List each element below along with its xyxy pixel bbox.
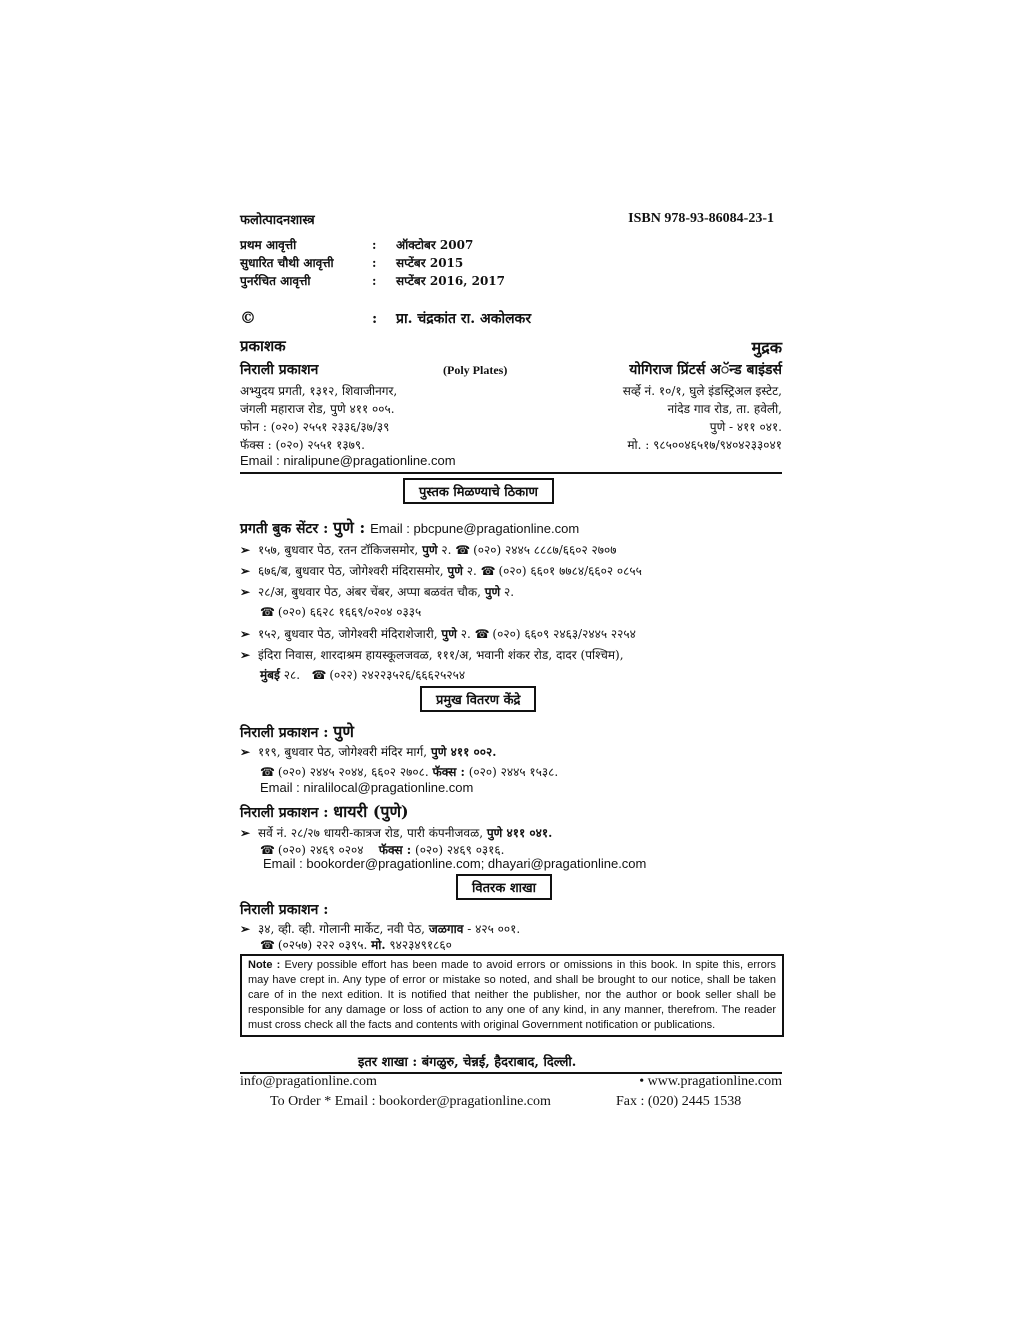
phone-icon: ☎	[480, 564, 496, 578]
phone: (०२०) ६६०१ ७७८४/६६०२ ०८५५	[498, 564, 642, 578]
phone-icon: ☎	[260, 605, 275, 619]
phone: (०२०) २४४५ ८८८७/६६०२ २७०७	[473, 543, 617, 557]
publisher-address-1: अभ्युदय प्रगती, १३१२, शिवाजीनगर,	[240, 384, 398, 398]
section-main-distribution: प्रमुख वितरण केंद्रे	[420, 686, 536, 712]
list-item-phone	[260, 936, 452, 953]
edition-sep: :	[372, 256, 377, 270]
pin: २.	[460, 627, 471, 641]
nirali-city: धायरी (पुणे)	[333, 802, 409, 821]
nirali-pune-email: Email : niralilocal@pragationline.com	[260, 780, 474, 795]
address: सर्वे नं. २८/२७ धायरी-कात्रज रोड, पारी कंपनीजवळ,	[258, 826, 484, 840]
phone-icon: ☎	[455, 543, 471, 557]
edition-label: सुधारित चौथी आवृत्ती	[240, 256, 334, 270]
list-item	[240, 541, 617, 558]
nirali-pune-heading	[240, 720, 354, 742]
publisher-phone: फोन : (०२०) २५५१ २३३६/३७/३९	[240, 420, 390, 434]
phone: (०२०) २४६९ ०२०४	[277, 843, 364, 857]
edition-label: पुनर्रचित आवृत्ती	[240, 274, 311, 288]
copyright-sep: :	[372, 311, 378, 327]
publisher-email: Email : niralipune@pragationline.com	[240, 453, 456, 468]
nirali-label: निराली प्रकाशन :	[240, 725, 329, 741]
phone-icon: ☎	[474, 627, 490, 641]
address: १५७, बुधवार पेठ, रतन टॉकिजसमोर,	[258, 543, 419, 557]
fax: (०२०) २४४५ १५३८.	[468, 765, 559, 779]
edition-value: सप्टेंबर 2015	[396, 256, 464, 270]
list-item	[240, 743, 496, 760]
list-item-phone	[260, 763, 558, 780]
pragati-heading	[240, 516, 579, 538]
phone-icon: ☎	[260, 938, 275, 952]
edition-restructured	[240, 272, 505, 289]
section-distributor-branch: वितरक शाखा	[456, 874, 552, 900]
arrow-icon: ➢	[240, 745, 251, 759]
footer-website: • www.pragationline.com	[639, 1074, 782, 1089]
pragati-email: Email : pbcpune@pragationline.com	[370, 521, 580, 536]
arrow-icon: ➢	[240, 627, 251, 641]
arrow-icon: ➢	[240, 585, 251, 599]
footer-fax: Fax : (020) 2445 1538	[616, 1094, 742, 1109]
printer-address-1: सर्व्हे नं. १०/१, घुले इंडस्ट्रिअल इस्टेट,	[622, 384, 782, 398]
printer-name: योगिराज प्रिंटर्स अॅन्ड बाइंडर्स	[629, 362, 782, 378]
copyright-line	[240, 308, 531, 328]
fax-label: फॅक्स :	[432, 765, 465, 779]
city: पुणे	[422, 543, 438, 557]
phone-icon: ☎	[311, 668, 327, 682]
phone-icon: ☎	[260, 765, 275, 779]
edition-value: सप्टेंबर 2016, 2017	[396, 274, 506, 288]
pragati-label: प्रगती बुक सेंटर :	[240, 521, 329, 537]
address: ३४, व्ही. व्ही. गोलानी मार्केट, नवी पेठ,	[258, 922, 425, 936]
list-item	[240, 562, 642, 579]
edition-sep: :	[372, 238, 377, 252]
publisher-fax: फॅक्स : (०२०) २५५१ १३७९.	[240, 438, 365, 452]
list-item-phone	[260, 666, 465, 683]
pin: - ४२५ ००१.	[467, 922, 521, 936]
printer-heading: मुद्रक	[751, 338, 782, 357]
city: पुणे	[484, 585, 501, 599]
list-item	[240, 625, 636, 642]
footer-info-email: info@pragationline.com	[240, 1074, 377, 1089]
other-branches	[358, 1052, 576, 1070]
fax-label: फॅक्स :	[378, 843, 412, 857]
footer-order-email: To Order * Email : bookorder@pragationline.com	[270, 1094, 551, 1109]
fax: (०२०) २४६९ ०३१६.	[415, 843, 505, 857]
pin: २.	[441, 543, 452, 557]
pin: २.	[504, 585, 515, 599]
mobile-label: मो.	[371, 938, 386, 952]
note-label: Note :	[248, 959, 281, 971]
list-item	[240, 824, 552, 841]
isbn: ISBN 978-93-86084-23-1	[628, 211, 774, 226]
printer-address-2: नांदेड गाव रोड, ता. हवेली,	[667, 402, 782, 416]
arrow-icon: ➢	[240, 922, 251, 936]
address-pin: पुणे ४११ ०४१.	[486, 826, 553, 840]
arrow-icon: ➢	[240, 543, 251, 557]
list-item	[240, 583, 514, 600]
note-text: Every possible effort has been made to avoid errors or omissions in this book. In spite this, errors may have crept in. Any type of error or mistake so noted, and shall be brought to our notice, shall be taken care of in the next edition. It is notified that neither the publisher, nor the author or book seller shall be responsible for any damage or loss of action to any one of any kind, in any manner, therefrom. The reader must cross check all the facts and contents with original Government notification or publications.	[248, 959, 776, 1031]
mobile: ९४२३४९१८६०	[389, 938, 452, 952]
nirali-city: पुणे	[333, 722, 354, 741]
city: पुणे	[447, 564, 463, 578]
edition-revised-fourth	[240, 254, 463, 271]
book-title: फलोत्पादनशास्त्र	[240, 213, 315, 228]
divider	[240, 472, 782, 474]
nirali-dhayari-email: Email : bookorder@pragationline.com; dhayari@pragationline.com	[263, 856, 647, 871]
printer-address-3: पुणे - ४११ ०४१.	[709, 420, 782, 434]
section-book-availability: पुस्तक मिळण्याचे ठिकाण	[403, 478, 554, 504]
list-item	[240, 920, 520, 937]
note-box	[240, 954, 784, 1037]
city: पुणे	[441, 627, 457, 641]
copyright-icon: ©	[240, 308, 256, 327]
address: १५२, बुधवार पेठ, जोगेश्वरी मंदिराशेजारी,	[258, 627, 438, 641]
pragati-city: पुणे :	[333, 518, 366, 537]
address: २८/अ, बुधवार पेठ, अंबर चेंबर, अप्पा बळवंत चौक,	[258, 585, 481, 599]
nirali-label: निराली प्रकाशन :	[240, 805, 329, 821]
edition-label: प्रथम आवृत्ती	[240, 238, 297, 252]
other-branches-cities: बंगळुरु, चेन्नई, हैदराबाद, दिल्ली.	[421, 1055, 577, 1070]
poly-plates: (Poly Plates)	[443, 363, 508, 377]
arrow-icon: ➢	[240, 648, 251, 662]
phone: (०२२) २४२२३५२६/६६६२५२५४	[329, 668, 466, 682]
phone: (०२५७) २२२ ०३९५.	[277, 938, 368, 952]
edition-first	[240, 236, 473, 253]
phone: (०२०) ६६०९ २४६३/२४४५ २२५४	[492, 627, 636, 641]
publisher-heading: प्रकाशक	[240, 337, 286, 355]
pin: २८.	[283, 668, 301, 682]
publisher-name: निराली प्रकाशन	[240, 362, 319, 378]
city: जळगाव	[428, 922, 464, 936]
arrow-icon: ➢	[240, 564, 251, 578]
publisher-address-2: जंगली महाराज रोड, पुणे ४११ ००५.	[240, 402, 395, 416]
address: ६७६/ब, बुधवार पेठ, जोगेश्वरी मंदिरासमोर,	[258, 564, 444, 578]
list-item	[240, 646, 624, 663]
address: इंदिरा निवास, शारदाश्रम हायस्कूलजवळ, १११/अ, भवानी शंकर रोड, दादर (पश्चिम),	[258, 648, 624, 662]
phone: (०२०) २४४५ २०४४, ६६०२ २७०८.	[277, 765, 429, 779]
city: मुंबई	[260, 668, 280, 682]
pin: २.	[466, 564, 477, 578]
nirali-jalgaon-heading: निराली प्रकाशन :	[240, 902, 329, 918]
arrow-icon: ➢	[240, 826, 251, 840]
address: ११९, बुधवार पेठ, जोगेश्वरी मंदिर मार्ग,	[258, 745, 428, 759]
edition-sep: :	[372, 274, 377, 288]
address-pin: पुणे ४११ ००२.	[430, 745, 497, 759]
phone-icon: ☎	[260, 843, 275, 857]
phone: (०२०) ६६२८ १६६९/०२०४ ०३३५	[277, 605, 422, 619]
printer-mobile: मो. : ९८५००४६५१७/९४०४२३३०४१	[627, 438, 782, 452]
nirali-dhayari-heading	[240, 800, 409, 822]
copyright-holder: प्रा. चंद्रकांत रा. अकोलकर	[396, 311, 532, 327]
edition-value: ऑक्टोबर 2007	[396, 238, 474, 252]
list-item-phone	[260, 603, 421, 620]
other-branches-label: इतर शाखा :	[358, 1055, 418, 1070]
